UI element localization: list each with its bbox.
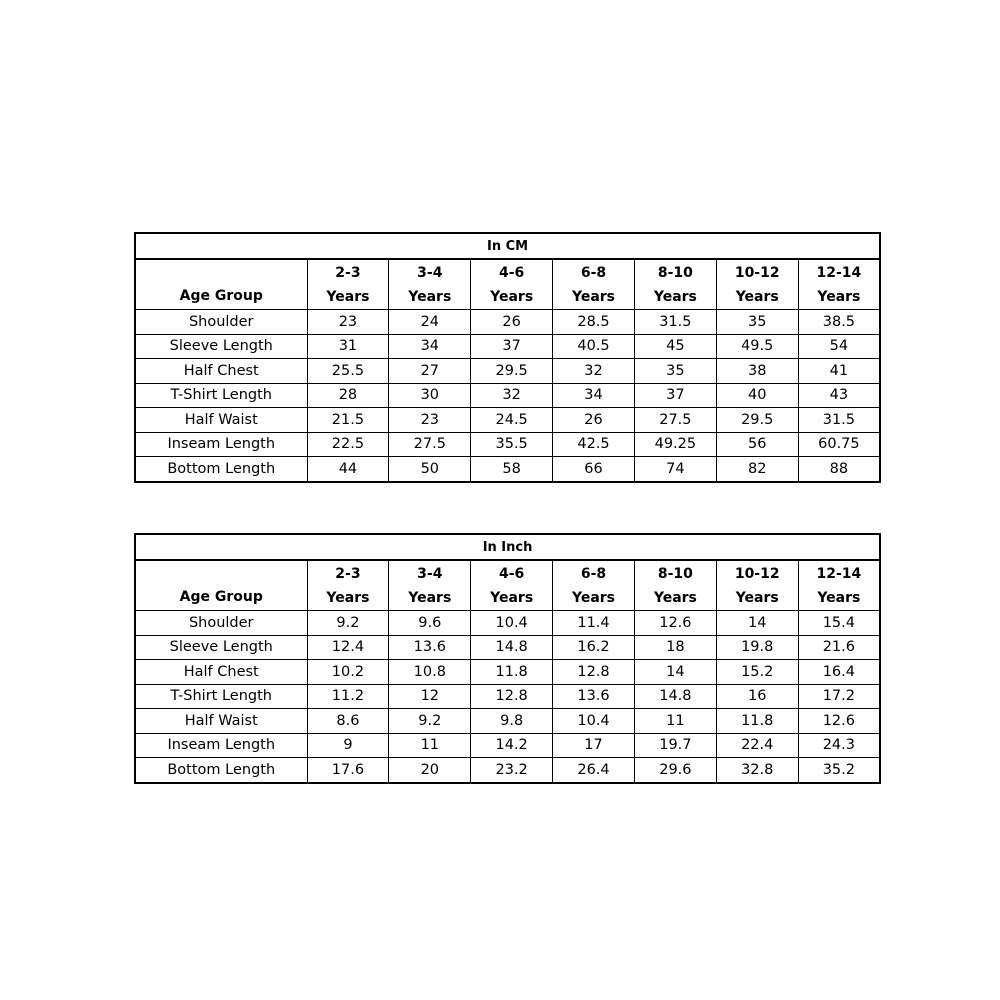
table-cell: 40.5 bbox=[553, 334, 635, 359]
table-cell: 14 bbox=[716, 611, 798, 636]
age-unit: Years bbox=[408, 589, 452, 606]
table-cell: 13.6 bbox=[389, 635, 471, 660]
table-cell: 26 bbox=[471, 310, 553, 335]
table-cell: 11.8 bbox=[716, 709, 798, 734]
table-cell: 16.2 bbox=[553, 635, 635, 660]
row-label: T-Shirt Length bbox=[135, 684, 307, 709]
table-body bbox=[135, 611, 880, 783]
table-cell: 50 bbox=[389, 457, 471, 482]
age-column-header bbox=[798, 560, 880, 611]
age-range: 3-4 bbox=[417, 264, 443, 281]
age-unit: Years bbox=[735, 288, 779, 305]
table-cell: 9 bbox=[307, 733, 389, 758]
age-unit: Years bbox=[490, 288, 534, 305]
table-row bbox=[135, 408, 880, 433]
table-cell: 74 bbox=[634, 457, 716, 482]
table-cell: 32 bbox=[553, 359, 635, 384]
table-row bbox=[135, 684, 880, 709]
age-range: 10-12 bbox=[734, 565, 780, 582]
table-cell: 35.5 bbox=[471, 432, 553, 457]
table-cell: 20 bbox=[389, 758, 471, 783]
table-cell: 22.4 bbox=[716, 733, 798, 758]
table-cell: 17.2 bbox=[798, 684, 880, 709]
age-column-header bbox=[307, 560, 389, 611]
table-cell: 49.5 bbox=[716, 334, 798, 359]
size-table-cm bbox=[134, 232, 881, 483]
table-row bbox=[135, 383, 880, 408]
table-cell: 27.5 bbox=[634, 408, 716, 433]
table-cell: 54 bbox=[798, 334, 880, 359]
table-cell: 41 bbox=[798, 359, 880, 384]
table-cell: 8.6 bbox=[307, 709, 389, 734]
age-range: 6-8 bbox=[580, 565, 607, 582]
table-cell: 82 bbox=[716, 457, 798, 482]
row-label: Half Chest bbox=[135, 359, 307, 384]
table-cell: 9.8 bbox=[471, 709, 553, 734]
table-cell: 22.5 bbox=[307, 432, 389, 457]
table-cell: 21.6 bbox=[798, 635, 880, 660]
age-range: 12-14 bbox=[816, 565, 862, 582]
row-label: Sleeve Length bbox=[135, 635, 307, 660]
table-cell: 45 bbox=[634, 334, 716, 359]
table-cell: 34 bbox=[553, 383, 635, 408]
table-cell: 11.2 bbox=[307, 684, 389, 709]
row-label: Bottom Length bbox=[135, 457, 307, 482]
table-cell: 16.4 bbox=[798, 660, 880, 685]
table-cell: 31 bbox=[307, 334, 389, 359]
table-cell: 16 bbox=[716, 684, 798, 709]
table-cell: 29.5 bbox=[716, 408, 798, 433]
age-unit: Years bbox=[653, 288, 697, 305]
table-cell: 12.4 bbox=[307, 635, 389, 660]
table-cell: 26.4 bbox=[553, 758, 635, 783]
table-cell: 11 bbox=[389, 733, 471, 758]
age-unit: Years bbox=[817, 589, 861, 606]
table-cell: 10.8 bbox=[389, 660, 471, 685]
age-column-header bbox=[634, 560, 716, 611]
table-cell: 32.8 bbox=[716, 758, 798, 783]
table-cell: 12.6 bbox=[634, 611, 716, 636]
age-unit: Years bbox=[653, 589, 697, 606]
row-label: Inseam Length bbox=[135, 733, 307, 758]
age-unit: Years bbox=[490, 589, 534, 606]
table-cell: 35 bbox=[634, 359, 716, 384]
table-cell: 24.3 bbox=[798, 733, 880, 758]
age-range: 4-6 bbox=[499, 565, 525, 582]
row-label: Bottom Length bbox=[135, 758, 307, 783]
table-cell: 19.8 bbox=[716, 635, 798, 660]
age-column-header bbox=[716, 259, 798, 310]
age-column-header bbox=[307, 259, 389, 310]
table-title: In Inch bbox=[135, 534, 880, 560]
table-cell: 10.4 bbox=[471, 611, 553, 636]
table-cell: 21.5 bbox=[307, 408, 389, 433]
table-cell: 40 bbox=[716, 383, 798, 408]
table-cell: 44 bbox=[307, 457, 389, 482]
table-cell: 35.2 bbox=[798, 758, 880, 783]
table-cell: 11.8 bbox=[471, 660, 553, 685]
table-row bbox=[135, 611, 880, 636]
table-cell: 12 bbox=[389, 684, 471, 709]
table-cell: 18 bbox=[634, 635, 716, 660]
table-cell: 58 bbox=[471, 457, 553, 482]
table-cell: 14.8 bbox=[634, 684, 716, 709]
table-cell: 23 bbox=[389, 408, 471, 433]
age-range: 8-10 bbox=[657, 565, 693, 582]
age-unit: Years bbox=[817, 288, 861, 305]
table-cell: 60.75 bbox=[798, 432, 880, 457]
table-cell: 30 bbox=[389, 383, 471, 408]
table-cell: 14 bbox=[634, 660, 716, 685]
table-row bbox=[135, 733, 880, 758]
age-range: 3-4 bbox=[417, 565, 443, 582]
row-label: Half Waist bbox=[135, 709, 307, 734]
table-cell: 37 bbox=[471, 334, 553, 359]
table-cell: 34 bbox=[389, 334, 471, 359]
table-cell: 66 bbox=[553, 457, 635, 482]
table-cell: 19.7 bbox=[634, 733, 716, 758]
table-cell: 27.5 bbox=[389, 432, 471, 457]
age-column-header bbox=[471, 259, 553, 310]
age-range: 8-10 bbox=[657, 264, 693, 281]
table-cell: 24.5 bbox=[471, 408, 553, 433]
table-cell: 29.6 bbox=[634, 758, 716, 783]
age-range: 2-3 bbox=[335, 264, 361, 281]
table-cell: 43 bbox=[798, 383, 880, 408]
age-unit: Years bbox=[326, 589, 370, 606]
table-cell: 13.6 bbox=[553, 684, 635, 709]
row-label: Shoulder bbox=[135, 611, 307, 636]
table-cell: 31.5 bbox=[634, 310, 716, 335]
age-group-header: Age Group bbox=[135, 259, 307, 310]
age-unit: Years bbox=[735, 589, 779, 606]
table-cell: 23.2 bbox=[471, 758, 553, 783]
age-range: 12-14 bbox=[816, 264, 862, 281]
table-cell: 29.5 bbox=[471, 359, 553, 384]
age-range: 2-3 bbox=[335, 565, 361, 582]
row-label: T-Shirt Length bbox=[135, 383, 307, 408]
table-cell: 15.2 bbox=[716, 660, 798, 685]
table-cell: 9.6 bbox=[389, 611, 471, 636]
row-label: Inseam Length bbox=[135, 432, 307, 457]
age-column-header bbox=[389, 560, 471, 611]
table-cell: 24 bbox=[389, 310, 471, 335]
table-cell: 14.8 bbox=[471, 635, 553, 660]
table-title: In CM bbox=[135, 233, 880, 259]
table-cell: 49.25 bbox=[634, 432, 716, 457]
row-label: Half Waist bbox=[135, 408, 307, 433]
table-cell: 26 bbox=[553, 408, 635, 433]
table-cell: 17.6 bbox=[307, 758, 389, 783]
table-cell: 37 bbox=[634, 383, 716, 408]
table-cell: 28 bbox=[307, 383, 389, 408]
table-cell: 12.8 bbox=[471, 684, 553, 709]
row-label: Shoulder bbox=[135, 310, 307, 335]
table-row bbox=[135, 758, 880, 783]
size-table-inch bbox=[134, 533, 881, 784]
age-range: 6-8 bbox=[580, 264, 607, 281]
table-cell: 25.5 bbox=[307, 359, 389, 384]
table-cell: 42.5 bbox=[553, 432, 635, 457]
age-range: 4-6 bbox=[499, 264, 525, 281]
table-cell: 17 bbox=[553, 733, 635, 758]
age-unit: Years bbox=[571, 589, 616, 606]
table-cell: 35 bbox=[716, 310, 798, 335]
table-cell: 10.2 bbox=[307, 660, 389, 685]
table-cell: 27 bbox=[389, 359, 471, 384]
age-group-header: Age Group bbox=[135, 560, 307, 611]
table-cell: 88 bbox=[798, 457, 880, 482]
table-cell: 32 bbox=[471, 383, 553, 408]
table-cell: 38.5 bbox=[798, 310, 880, 335]
table-cell: 56 bbox=[716, 432, 798, 457]
table-row bbox=[135, 709, 880, 734]
table-cell: 23 bbox=[307, 310, 389, 335]
table-cell: 38 bbox=[716, 359, 798, 384]
age-unit: Years bbox=[571, 288, 616, 305]
table-cell: 12.6 bbox=[798, 709, 880, 734]
table-cell: 9.2 bbox=[389, 709, 471, 734]
table-body bbox=[135, 310, 880, 482]
table-row bbox=[135, 457, 880, 482]
table-cell: 12.8 bbox=[553, 660, 635, 685]
table-row bbox=[135, 334, 880, 359]
age-column-header bbox=[389, 259, 471, 310]
table-cell: 11.4 bbox=[553, 611, 635, 636]
row-label: Half Chest bbox=[135, 660, 307, 685]
table-cell: 28.5 bbox=[553, 310, 635, 335]
age-column-header bbox=[716, 560, 798, 611]
age-column-header bbox=[553, 259, 635, 310]
table-cell: 31.5 bbox=[798, 408, 880, 433]
table-row bbox=[135, 660, 880, 685]
table-cell: 15.4 bbox=[798, 611, 880, 636]
age-unit: Years bbox=[326, 288, 370, 305]
row-label: Sleeve Length bbox=[135, 334, 307, 359]
age-column-header bbox=[553, 560, 635, 611]
age-column-header bbox=[798, 259, 880, 310]
table-cell: 10.4 bbox=[553, 709, 635, 734]
table-row bbox=[135, 359, 880, 384]
table-row bbox=[135, 432, 880, 457]
age-column-header bbox=[634, 259, 716, 310]
age-range: 10-12 bbox=[734, 264, 780, 281]
table-row bbox=[135, 310, 880, 335]
age-unit: Years bbox=[408, 288, 452, 305]
table-row bbox=[135, 635, 880, 660]
table-cell: 9.2 bbox=[307, 611, 389, 636]
table-cell: 14.2 bbox=[471, 733, 553, 758]
age-column-header bbox=[471, 560, 553, 611]
table-cell: 11 bbox=[634, 709, 716, 734]
